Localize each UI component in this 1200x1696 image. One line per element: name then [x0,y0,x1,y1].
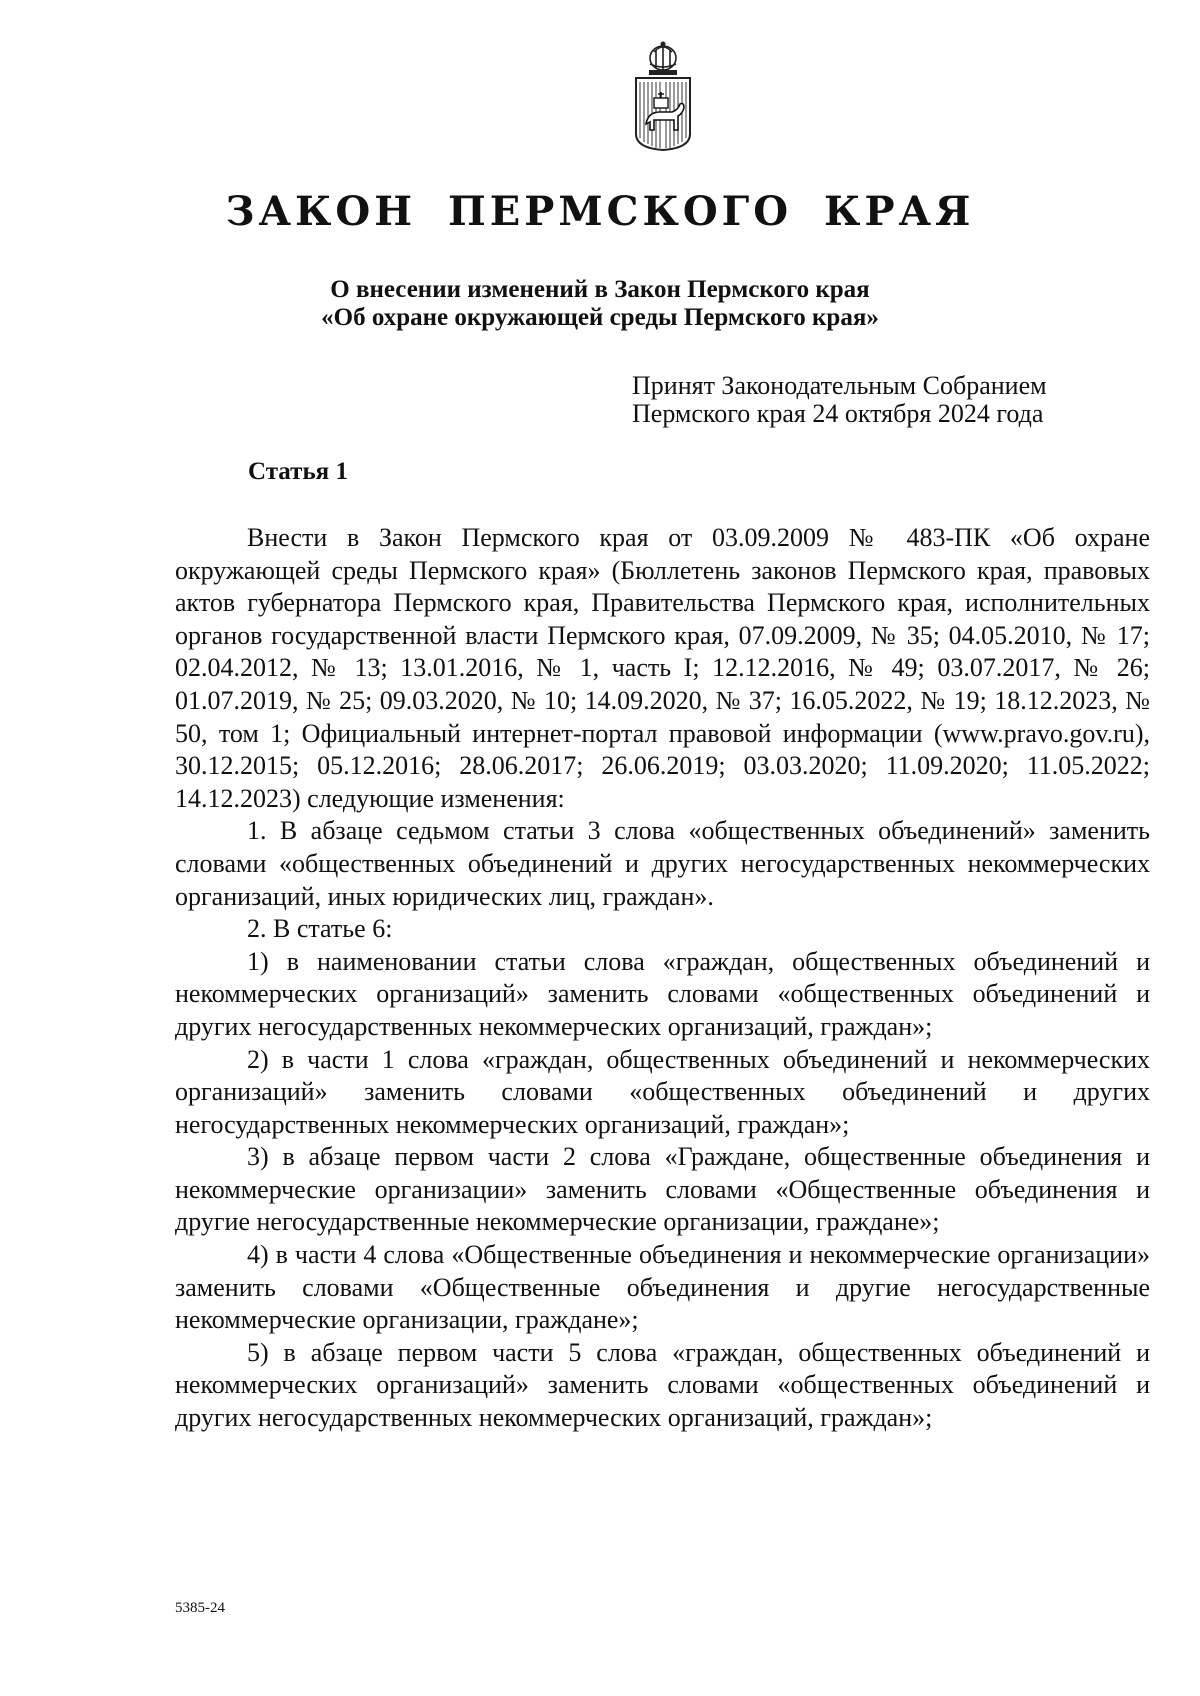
law-subtitle-line-1: О внесении изменений в Закон Пермского края [330,276,870,303]
paragraph: 3) в абзаце первом части 2 слова «Граждане, общественные объединения и некоммерческие организации» заменить словами «Общественные объединения и другие негосударственные некоммерческие организации, граждане»; [175,1142,1150,1237]
paragraph: Внести в Закон Пермского края от 03.09.2009 № 483-ПК «Об охране окружающей среды Пермского края» (Бюллетень законов Пермского края, правовых актов губернатора Пермского края, Правительства Пермского края, исполнительных органов государственной власти Пермского края, 07.09.2009, № 35; 04.05.2010, № 17; 02.04.2012, № 13; 13.01.2016, № 1, часть I; 12.12.2016, № 49; 03.07.2017, № 26; 01.07.2019, № 25; 09.03.2020, № 10; 14.09.2020, № 37; 16.05.2022, № 19; 18.12.2023, № 50, том 1; Официальный интернет-портал правовой информации (www.pravo.gov.ru), 30.12.2015; 05.12.2016; 28.06.2017; 26.06.2019; 03.03.2020; 11.09.2020; 11.05.2022; 14.12.2023) следующие изменения: [175,523,1150,813]
document-registration-code: 5385-24 [175,1600,225,1616]
paragraph: 1. В абзаце седьмом статьи 3 слова «общественных объединений» заменить словами «общественных объединений и других негосударственных некоммерческих организаций, иных юридических лиц, граждан». [175,816,1150,911]
perm-krai-coat-of-arms-icon [632,40,694,152]
law-title: ЗАКОН ПЕРМСКОГО КРАЯ [225,188,975,235]
paragraph: 5) в абзаце первом части 5 слова «граждан, общественных объединений и некоммерческих организаций» заменить словами «общественных объединений и других негосударственных некоммерческих организаций, граждан»; [175,1337,1150,1433]
adoption-note-line-1: Принят Законодательным Собранием [632,371,1047,400]
adoption-note-line-2: Пермского края 24 октября 2024 года [632,399,1044,428]
paragraph: 2. В статье 6: [247,914,393,944]
paragraph: 1) в наименовании статьи слова «граждан, общественных объединений и некоммерческих организаций» заменить словами «общественных объединений и других негосударственных некоммерческих организаций, граждан»; [175,946,1150,1041]
paragraph: 4) в части 4 слова «Общественные объединения и некоммерческие организации» заменить словами «Общественные объединения и другие негосударственные некоммерческие организации, граждане»; [175,1240,1150,1335]
paragraph: 2) в части 1 слова «граждан, общественных объединений и некоммерческих организаций» заменить словами «общественных объединений и других негосударственных некоммерческих организаций, граждан»; [175,1044,1150,1139]
article-heading: Статья 1 [248,458,348,485]
article-body [175,522,1150,1435]
law-subtitle-line-2: «Об охране окружающей среды Пермского края» [321,304,879,331]
law-subtitle [0,276,1200,332]
adoption-note [632,372,1092,428]
